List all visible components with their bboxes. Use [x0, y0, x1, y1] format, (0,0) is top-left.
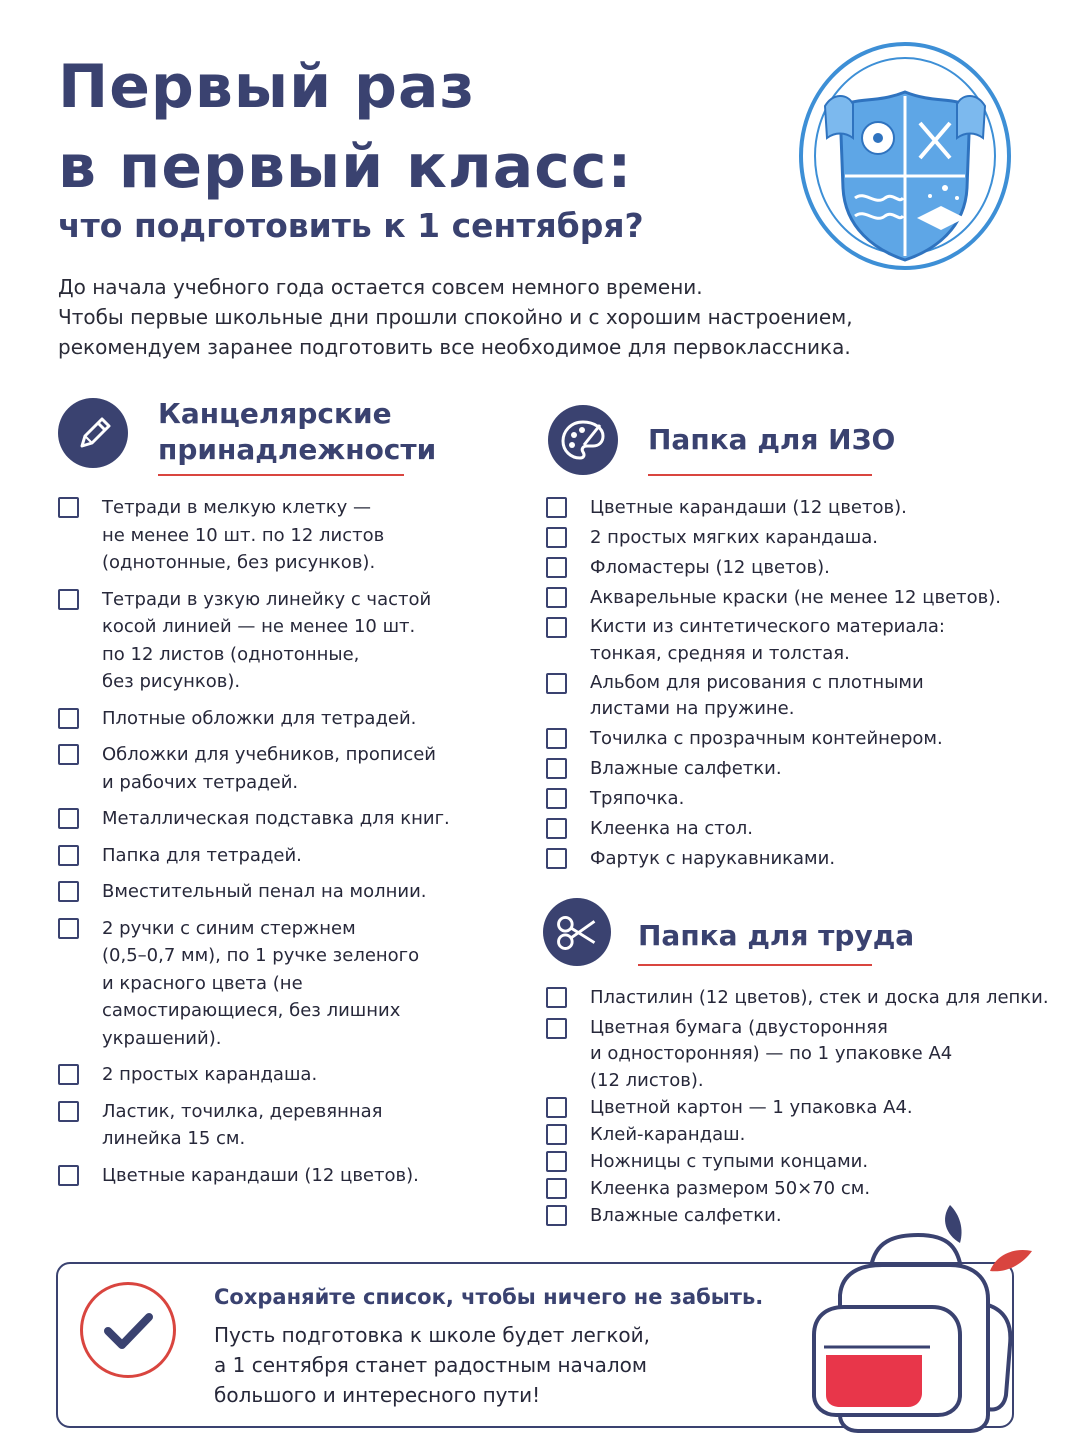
checkbox[interactable] — [546, 987, 567, 1008]
checklist-item: Фломастеры (12 цветов). — [546, 554, 1001, 582]
checkbox[interactable] — [546, 1178, 567, 1199]
section-title-line: принадлежности — [158, 433, 437, 466]
palette-icon — [548, 405, 618, 475]
craft-section-icon — [543, 898, 611, 966]
checklist-item: Цветные карандаши (12 цветов). — [58, 1162, 450, 1190]
checklist-item: Цветные карандаши (12 цветов). — [546, 494, 1001, 522]
checkbox[interactable] — [58, 881, 79, 902]
art-section-title: Папка для ИЗО — [648, 423, 896, 456]
checkbox[interactable] — [546, 527, 567, 548]
stationery-section-title — [158, 396, 436, 468]
checklist-item: Вместительный пенал на молнии. — [58, 878, 450, 906]
art-section-icon — [548, 405, 618, 475]
checklist-item: Тетради в мелкую клетку — не менее 10 шт. по 12 листов (однотонные, без рисунков). — [58, 494, 450, 577]
checkbox[interactable] — [546, 1018, 567, 1039]
backpack-icon — [800, 1195, 1040, 1435]
checklist-item: Обложки для учебников, прописей и рабочих тетрадей. — [58, 741, 450, 796]
checkbox[interactable] — [546, 673, 567, 694]
footer-title: Сохраняйте список, чтобы ничего не забыть. — [214, 1285, 764, 1309]
checkbox[interactable] — [58, 1064, 79, 1085]
checklist-item: Ножницы с тупыми концами. — [546, 1148, 1049, 1175]
art-checklist — [546, 494, 1001, 873]
page-title-line1: Первый раз — [58, 52, 476, 122]
checkbox[interactable] — [546, 557, 567, 578]
checkbox[interactable] — [58, 744, 79, 765]
checkbox[interactable] — [546, 497, 567, 518]
checklist-item: Клеенка размером 50×70 см. — [546, 1175, 1049, 1202]
checkbox[interactable] — [546, 818, 567, 839]
footer-line: а 1 сентября станет радостным началом — [214, 1353, 647, 1377]
checklist-item: Влажные салфетки. — [546, 1202, 1049, 1229]
checkbox[interactable] — [546, 587, 567, 608]
checklist-item: 2 простых карандаша. — [58, 1061, 450, 1089]
checkbox[interactable] — [58, 589, 79, 610]
checkbox[interactable] — [58, 497, 79, 518]
checklist-item: Клеенка на стол. — [546, 815, 1001, 843]
checkbox[interactable] — [546, 617, 567, 638]
intro-text — [58, 272, 858, 362]
checklist-item: Кисти из синтетического материала: тонкая, средняя и толстая. — [546, 614, 1001, 667]
checkbox[interactable] — [58, 708, 79, 729]
checklist-item: Точилка с прозрачным контейнером. — [546, 725, 1001, 753]
intro-line: Чтобы первые школьные дни прошли спокойно и с хорошим настроением, — [58, 305, 853, 329]
checkbox[interactable] — [58, 918, 79, 939]
footer-line: большого и интересного пути! — [214, 1383, 541, 1407]
checkmark-badge — [80, 1282, 176, 1378]
checkbox[interactable] — [546, 758, 567, 779]
page-title-line2: в первый класс: — [58, 132, 633, 202]
intro-line: До начала учебного года остается совсем немного времени. — [58, 275, 703, 299]
checklist-item: Плотные обложки для тетрадей. — [58, 705, 450, 733]
section-divider — [648, 474, 872, 476]
school-crest-icon — [795, 38, 1015, 288]
checkbox[interactable] — [546, 1205, 567, 1226]
craft-checklist — [546, 984, 1049, 1229]
checkbox[interactable] — [546, 1124, 567, 1145]
checkbox[interactable] — [58, 808, 79, 829]
checkbox[interactable] — [58, 845, 79, 866]
checkbox[interactable] — [58, 1101, 79, 1122]
checklist-item: Папка для тетрадей. — [58, 842, 450, 870]
stationery-checklist — [58, 494, 450, 1189]
stationery-section-icon — [58, 398, 128, 468]
checkbox[interactable] — [546, 1097, 567, 1118]
footer-line: Пусть подготовка к школе будет легкой, — [214, 1323, 650, 1347]
checklist-item: Влажные салфетки. — [546, 755, 1001, 783]
checklist-item: Фартук с нарукавниками. — [546, 845, 1001, 873]
checklist-item: Металлическая подставка для книг. — [58, 805, 450, 833]
section-title-line: Канцелярские — [158, 397, 392, 430]
checklist-item: Тряпочка. — [546, 785, 1001, 813]
page-subtitle: что подготовить к 1 сентября? — [58, 206, 644, 245]
checklist-item: Клей-карандаш. — [546, 1121, 1049, 1148]
scissors-icon — [543, 898, 611, 966]
checklist-item: Цветная бумага (двусторонняя и односторонняя) — по 1 упаковке А4 (12 листов). — [546, 1015, 1049, 1095]
checklist-item: Цветной картон — 1 упаковка А4. — [546, 1094, 1049, 1121]
checklist-item: Акварельные краски (не менее 12 цветов). — [546, 584, 1001, 612]
checklist-item: 2 простых мягких карандаша. — [546, 524, 1001, 552]
checklist-item: Ластик, точилка, деревянная линейка 15 см. — [58, 1098, 450, 1153]
checklist-item: 2 ручки с синим стержнем (0,5–0,7 мм), по 1 ручке зеленого и красного цвета (не самостирающиеся, без лишних украшений). — [58, 915, 450, 1053]
intro-line: рекомендуем заранее подготовить все необходимое для первоклассника. — [58, 335, 851, 359]
checkbox[interactable] — [546, 848, 567, 869]
section-divider — [638, 964, 872, 966]
craft-section-title: Папка для труда — [638, 919, 915, 952]
checkmark-icon — [83, 1285, 173, 1375]
section-divider — [158, 474, 404, 476]
checkbox[interactable] — [58, 1165, 79, 1186]
checklist-item: Пластилин (12 цветов), стек и доска для лепки. — [546, 984, 1049, 1012]
pencil-icon — [58, 398, 128, 468]
checklist-item: Тетради в узкую линейку с частой косой линией — не менее 10 шт. по 12 листов (однотонные, без рисунков). — [58, 586, 450, 696]
footer-text — [214, 1320, 650, 1410]
checkbox[interactable] — [546, 788, 567, 809]
checkbox[interactable] — [546, 728, 567, 749]
checkbox[interactable] — [546, 1151, 567, 1172]
checklist-item: Альбом для рисования с плотными листами на пружине. — [546, 670, 1001, 723]
